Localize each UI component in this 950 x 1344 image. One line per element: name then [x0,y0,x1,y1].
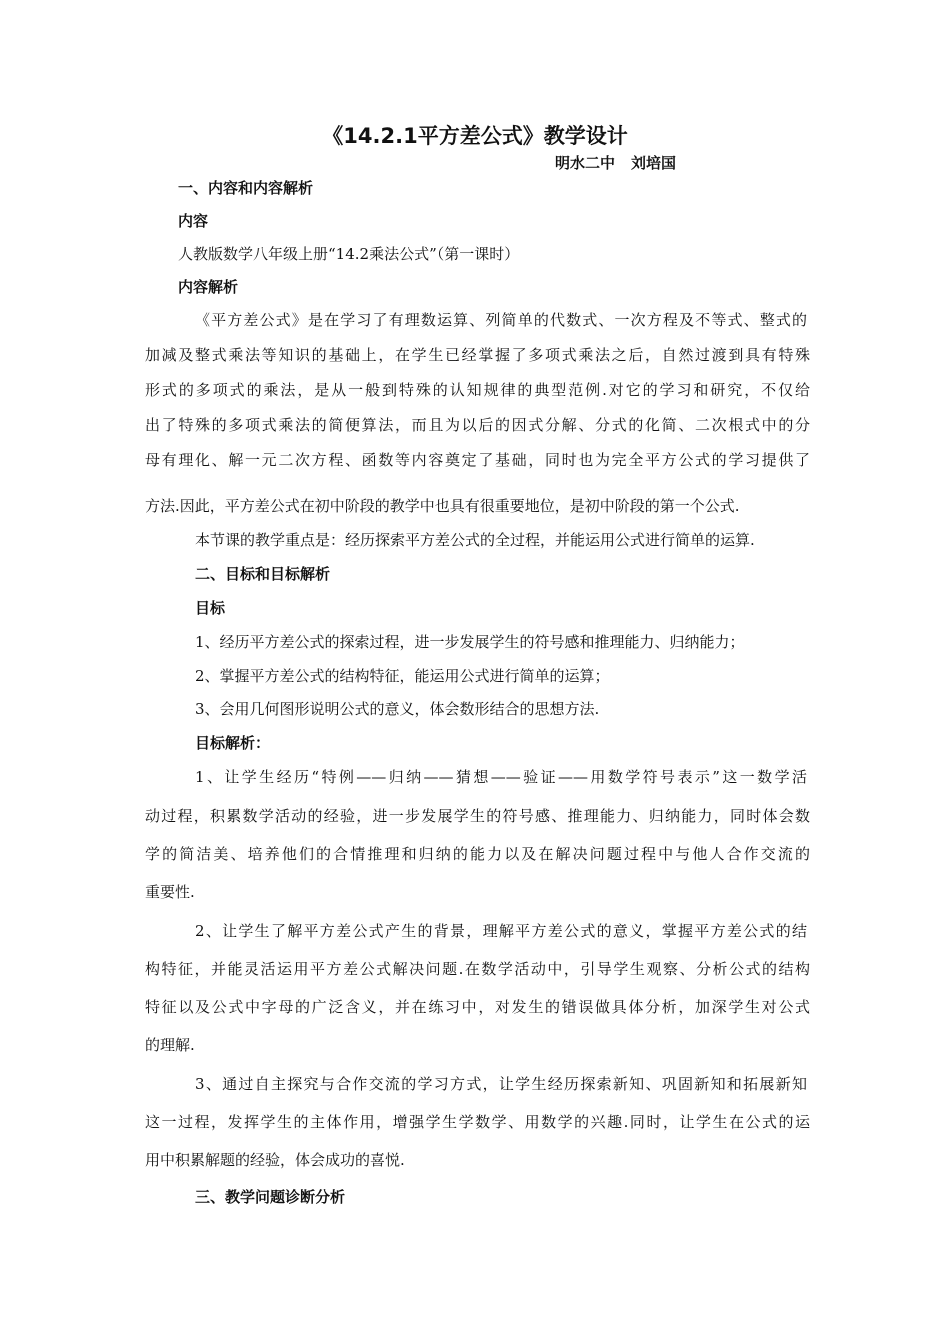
paragraph-line: 这一过程，发挥学生的主体作用，增强学生学数学、用数学的兴趣.同时，让学生在公式的运 [145,1113,810,1131]
section-heading: 三、教学问题诊断分析 [195,1188,346,1206]
paragraph-line: 的理解. [145,1036,195,1054]
paragraph-line: 动过程，积累数学活动的经验，进一步发展学生的符号感、推理能力、归纳能力，同时体会数 [145,807,810,825]
paragraph-line: 方法.因此，平方差公式在初中阶段的教学中也具有很重要地位，是初中阶段的第一个公式. [145,497,740,515]
paragraph-line: 加减及整式乘法等知识的基础上，在学生已经掌握了多项式乘法之后，自然过渡到具有特殊 [145,346,810,364]
author-name: 刘培国 [631,154,677,172]
key-point-text: 本节课的教学重点是：经历探索平方差公式的全过程，并能运用公式进行简单的运算. [195,531,755,549]
paragraph-line: 出了特殊的多项式乘法的简便算法，而且为以后的因式分解、分式的化简、二次根式中的分 [145,416,810,434]
author-line [555,152,676,173]
paragraph-line: 重要性. [145,883,195,901]
section-heading: 二、目标和目标解析 [195,565,331,583]
paragraph-line: 2、让学生了解平方差公式产生的背景，理解平方差公式的意义，掌握平方差公式的结 [195,922,807,940]
goal-item: 1、经历平方差公式的探索过程，进一步发展学生的符号感和推理能力、归纳能力； [195,633,745,651]
paragraph-line: 构特征，并能灵活运用平方差公式解决问题.在数学活动中，引导学生观察、分析公式的结构 [145,960,810,978]
paragraph-line: 学的简洁美、培养他们的合情推理和归纳的能力以及在解决问题过程中与他人合作交流的 [145,845,810,863]
paragraph-line: 3、通过自主探究与合作交流的学习方式，让学生经历探索新知、巩固新知和拓展新知 [195,1075,807,1093]
subheading-goal-analysis: 目标解析： [195,734,271,752]
goal-item: 3、会用几何图形说明公式的意义，体会数形结合的思想方法. [195,700,600,718]
paragraph-line: 母有理化、解一元二次方程、函数等内容奠定了基础，同时也为完全平方公式的学习提供了 [145,451,810,469]
section-heading: 一、内容和内容解析 [178,179,314,197]
author-school: 明水二中 [555,154,616,172]
subheading-content-analysis: 内容解析 [178,278,239,296]
paragraph-line: 形式的多项式的乘法，是从一般到特殊的认知规律的典型范例.对它的学习和研究，不仅给 [145,381,810,399]
subheading-content: 内容 [178,212,209,230]
paragraph-line: 《平方差公式》是在学习了有理数运算、列简单的代数式、一次方程及不等式、整式的 [195,311,807,329]
content-text: 人教版数学八年级上册“14.2乘法公式”（第一课时） [178,245,520,263]
document-title: 《14.2.1平方差公式》教学设计 [322,124,628,148]
paragraph-line: 用中积累解题的经验，体会成功的喜悦. [145,1151,405,1169]
subheading-goals: 目标 [195,599,226,617]
paragraph-line: 1、让学生经历“特例——归纳——猜想——验证——用数学符号表示”这一数学活 [195,768,807,786]
goal-item: 2、掌握平方差公式的结构特征，能运用公式进行简单的运算； [195,667,610,685]
paragraph-line: 特征以及公式中字母的广泛含义，并在练习中，对发生的错误做具体分析，加深学生对公式 [145,998,810,1016]
